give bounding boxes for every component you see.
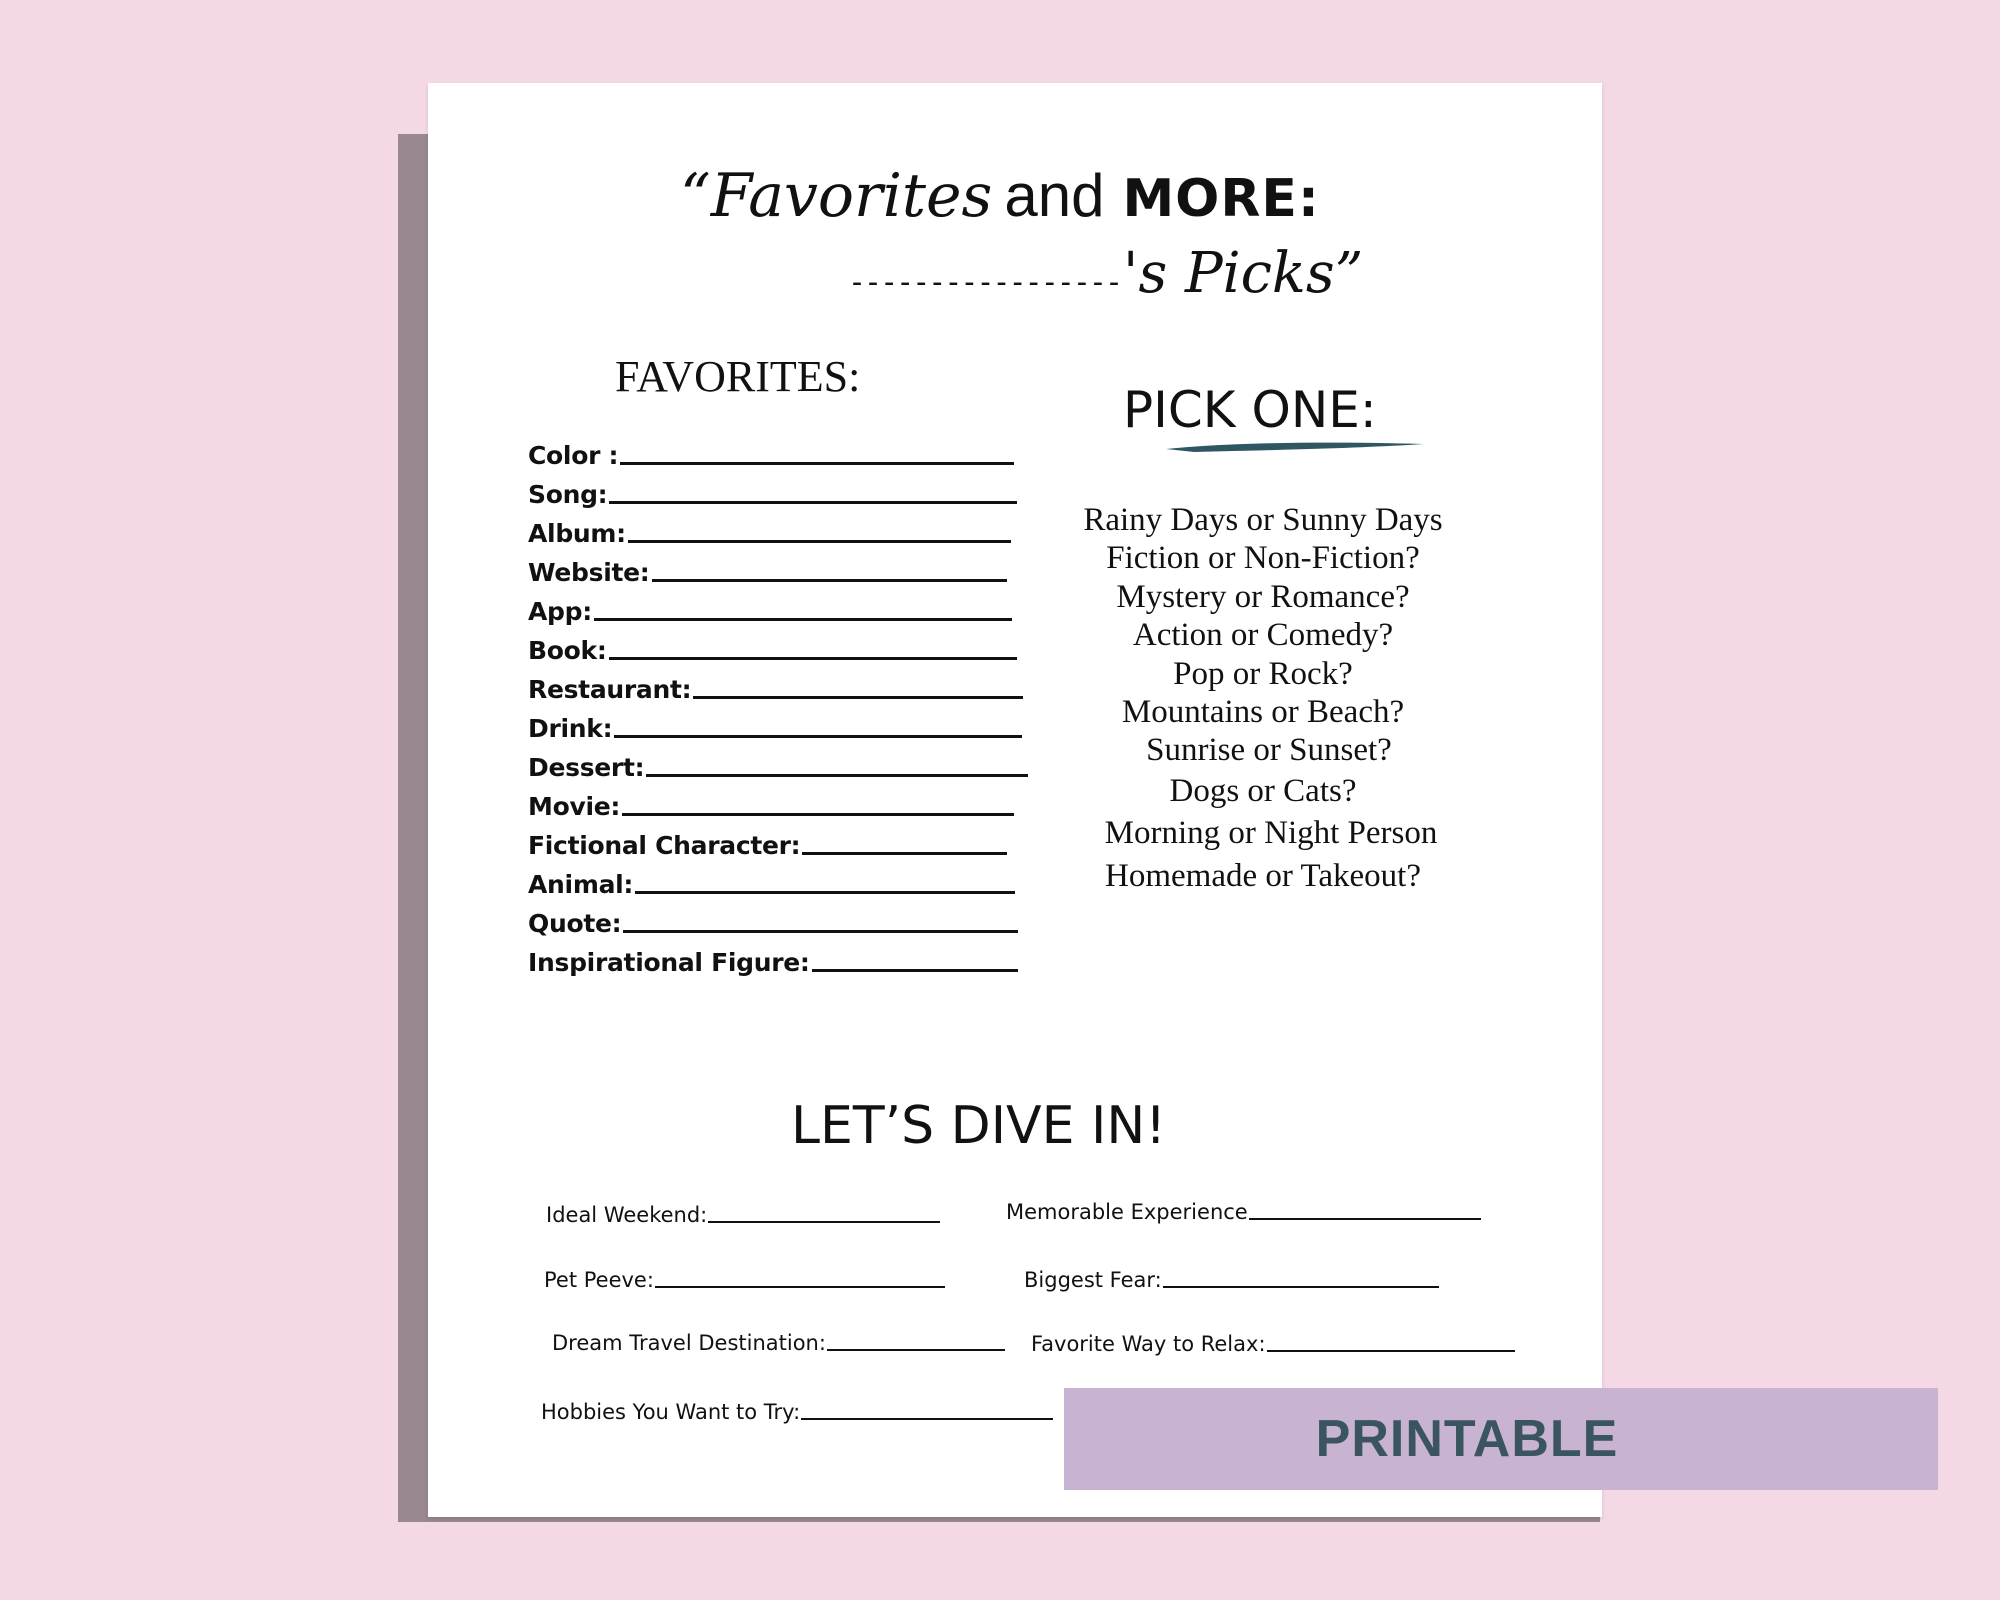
answer-line[interactable] (708, 1221, 940, 1223)
answer-line[interactable] (635, 891, 1015, 894)
dive-in-item (541, 1400, 1053, 1424)
answer-line[interactable] (1267, 1350, 1515, 1352)
pick-one-item: Homemade or Takeout? (1105, 857, 1421, 894)
favorite-label: Website: (528, 558, 650, 587)
pick-one-item: Mountains or Beach? (1121, 693, 1405, 730)
favorite-label: Color : (528, 441, 619, 470)
pick-one-item: Sunrise or Sunset? (1146, 732, 1392, 769)
favorite-row (528, 821, 1048, 860)
printable-label: PRINTABLE (1315, 1410, 1619, 1468)
answer-line[interactable] (623, 930, 1018, 933)
dive-in-item (546, 1203, 940, 1227)
favorite-row (528, 860, 1048, 899)
favorite-label: Fictional Character: (528, 831, 801, 860)
answer-line[interactable] (1163, 1286, 1439, 1288)
favorite-label: Animal: (528, 870, 634, 899)
favorite-label: App: (528, 597, 592, 626)
favorite-label: Song: (528, 480, 608, 509)
pick-one-item: Pop or Rock? (1173, 655, 1353, 692)
favorite-row (528, 470, 1048, 509)
favorites-heading: FAVORITES: (615, 352, 861, 401)
worksheet-title (680, 161, 1320, 231)
pick-one-item: Rainy Days or Sunny Days (1083, 502, 1443, 538)
pick-one-item: Action or Comedy? (1132, 617, 1394, 654)
dive-in-label: Pet Peeve: (544, 1268, 654, 1292)
answer-line[interactable] (622, 813, 1014, 816)
answer-line[interactable] (652, 579, 1007, 582)
favorite-row (528, 626, 1048, 665)
favorite-label: Inspirational Figure: (528, 948, 810, 977)
pick-one-item: Mystery or Romance? (1116, 578, 1410, 615)
dive-in-label: Dream Travel Destination: (552, 1331, 826, 1355)
pick-one-heading: PICK ONE: (1123, 381, 1377, 439)
answer-line[interactable] (609, 501, 1017, 504)
answer-line[interactable] (693, 696, 1023, 699)
favorite-row (528, 587, 1048, 626)
answer-line[interactable] (812, 969, 1018, 972)
printable-banner (1064, 1388, 1938, 1490)
favorite-row (528, 938, 1048, 977)
title-favorites (680, 161, 992, 231)
dive-in-label: Ideal Weekend: (546, 1203, 708, 1227)
title-picks: 's Picks” (1123, 241, 1364, 306)
pick-one-item: Fiction or Non-Fiction? (1106, 540, 1420, 577)
favorite-row (528, 782, 1048, 821)
favorite-label: Drink: (528, 714, 613, 743)
answer-line[interactable] (594, 618, 1012, 621)
worksheet-page (428, 83, 1602, 1517)
dive-in-item (1024, 1268, 1439, 1292)
answer-line[interactable] (827, 1349, 1005, 1351)
favorite-label: Book: (528, 636, 607, 665)
dive-in-heading: LET’S DIVE IN! (791, 1096, 1167, 1156)
pick-one-list (1028, 501, 1498, 898)
pick-one-item: Morning or Night Person (1104, 814, 1438, 851)
favorites-list (528, 431, 1048, 977)
favorite-row (528, 704, 1048, 743)
favorite-label: Restaurant: (528, 675, 692, 704)
dive-in-item (552, 1331, 1005, 1355)
dive-in-label: Biggest Fear: (1024, 1268, 1162, 1292)
answer-line[interactable] (614, 735, 1022, 738)
dive-in-label: Favorite Way to Relax: (1031, 1332, 1266, 1356)
dive-in-label: Memorable Experience (1006, 1200, 1248, 1224)
answer-line[interactable] (646, 774, 1028, 777)
worksheet-subtitle (848, 241, 1363, 306)
answer-line[interactable] (655, 1286, 945, 1288)
favorite-label: Movie: (528, 792, 621, 821)
title-and: and (1004, 162, 1105, 229)
answer-line[interactable] (609, 657, 1017, 660)
favorite-row (528, 899, 1048, 938)
title-open-quote: “ (680, 161, 711, 231)
pick-one-item: Dogs or Cats? (1169, 772, 1357, 809)
answer-line[interactable] (1249, 1218, 1481, 1220)
brush-underline (1164, 440, 1426, 454)
dive-in-item (544, 1268, 945, 1292)
brush-stroke (1166, 443, 1424, 452)
favorite-row (528, 548, 1048, 587)
favorite-row (528, 509, 1048, 548)
favorite-row (528, 743, 1048, 782)
favorite-row (528, 431, 1048, 470)
favorite-label: Album: (528, 519, 626, 548)
dive-in-label: Hobbies You Want to Try: (541, 1400, 801, 1424)
favorite-row (528, 665, 1048, 704)
title-more: MORE: (1122, 169, 1320, 229)
dive-in-item (1031, 1332, 1515, 1356)
answer-line[interactable] (620, 462, 1014, 465)
favorite-label: Quote: (528, 909, 622, 938)
answer-line[interactable] (802, 852, 1007, 855)
title-favorites-word: Favorites (710, 161, 993, 231)
answer-line[interactable] (628, 540, 1011, 543)
answer-line[interactable] (801, 1418, 1053, 1420)
name-blank: ----------------- (848, 265, 1122, 300)
dive-in-item (1006, 1200, 1481, 1224)
favorite-label: Dessert: (528, 753, 645, 782)
